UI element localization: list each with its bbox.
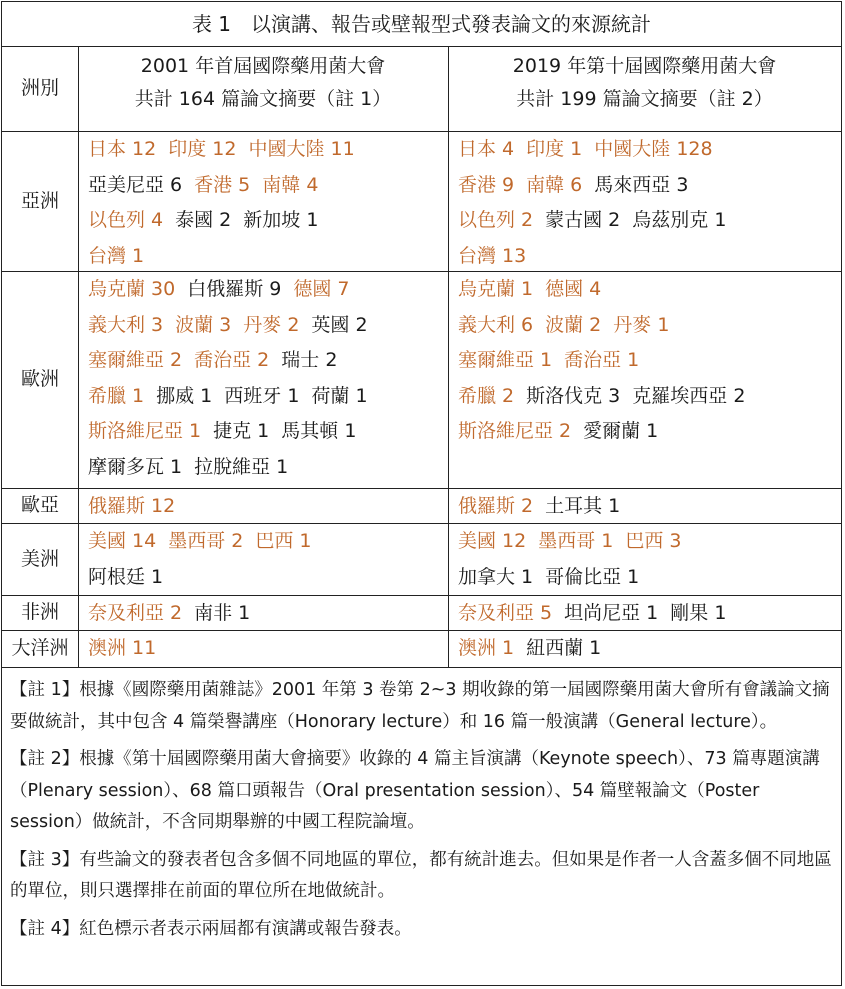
country-count: 斯洛維尼亞 1 [88, 420, 202, 442]
country-count: 塞爾維亞 1 [458, 349, 553, 371]
country-count: 澳洲 1 [458, 637, 515, 659]
country-count: 義大利 3 [88, 313, 164, 336]
country-count: 坦尚尼亞 1 [564, 602, 659, 624]
cell-c2001 [88, 272, 380, 485]
note-4: 【註 4】紅色標示者表示兩屆都有演講或報告發表。 [10, 918, 412, 939]
country-count: 瑞士 2 [281, 349, 338, 371]
divider [448, 46, 449, 667]
country-count: 德國 7 [293, 278, 350, 300]
country-count: 巴西 1 [255, 530, 312, 552]
cell-c2019 [458, 272, 757, 450]
country-count: 以色列 2 [458, 209, 534, 231]
region-label: 歐洲 [20, 368, 59, 390]
cell-line [458, 132, 738, 168]
note-2: 【註 2】根據《第十屆國際藥用菌大會摘要》收錄的 4 篇主旨演講（Keynote speech）、73 篇專題演講（Plenary session）、68 篇口頭報告（Oral presentation session）、54 篇壁報論文（Poster session）做統計，不含同期舉辦的中國工程院論壇。 [10, 749, 820, 832]
country-count: 印度 12 [168, 138, 237, 160]
cell-line [458, 524, 694, 560]
statistics-table [1, 1, 842, 986]
country-count: 德國 4 [545, 278, 602, 300]
header-2019-line1: 2019 年第十屆國際藥用菌大會 [512, 55, 777, 77]
cell-c2001 [88, 489, 187, 525]
region-label: 非洲 [20, 601, 59, 623]
country-count: 摩爾多瓦 1 [88, 455, 183, 478]
country-count: 俄羅斯 2 [458, 495, 534, 517]
country-count: 泰國 2 [175, 209, 232, 231]
country-count: 美國 14 [88, 530, 157, 552]
country-count: 丹麥 1 [613, 313, 670, 336]
region-header: 洲別 [20, 77, 59, 99]
cell-c2001 [88, 596, 262, 632]
country-count: 哥倫比亞 1 [545, 565, 640, 588]
cell-line [88, 203, 367, 239]
cell-line [458, 379, 757, 415]
country-count: 奈及利亞 2 [88, 602, 183, 624]
table-title: 表 1 以演講、報告或壁報型式發表論文的來源統計 [191, 12, 652, 36]
cell-line [88, 168, 367, 204]
header-2019-line2: 共計 199 篇論文摘要（註 2） [516, 88, 773, 110]
country-count: 波蘭 3 [175, 313, 232, 336]
country-count: 日本 12 [88, 138, 157, 160]
country-count: 澳洲 11 [88, 637, 157, 659]
country-count: 喬治亞 2 [194, 349, 270, 371]
country-count: 南韓 6 [526, 173, 583, 196]
cell-line [458, 203, 738, 239]
cell-c2019 [458, 132, 738, 274]
cell-line [88, 239, 367, 275]
header-2019 [448, 50, 841, 116]
cell-line [88, 132, 367, 168]
cell-line [458, 414, 757, 450]
cell-line [458, 596, 738, 632]
cell-line [88, 450, 380, 486]
country-count: 烏茲別克 1 [632, 209, 727, 231]
country-count: 俄羅斯 12 [88, 495, 176, 517]
country-count: 西班牙 1 [224, 384, 300, 407]
cell-line [88, 272, 380, 308]
country-count: 墨西哥 1 [538, 530, 614, 552]
country-count: 以色列 4 [88, 209, 164, 231]
country-count: 墨西哥 2 [168, 530, 244, 552]
country-count: 中國大陸 128 [594, 138, 713, 160]
country-count: 台灣 1 [88, 244, 145, 267]
country-count: 剛果 1 [670, 602, 727, 624]
region-label: 美洲 [20, 548, 59, 570]
country-count: 奈及利亞 5 [458, 602, 553, 624]
country-count: 克羅埃西亞 2 [632, 384, 746, 407]
country-count: 斯洛伐克 3 [526, 384, 621, 407]
cell-c2001 [88, 631, 168, 667]
country-count: 白俄羅斯 9 [187, 278, 282, 300]
country-count: 荷蘭 1 [311, 384, 368, 407]
cell-c2019 [458, 489, 632, 525]
country-count: 土耳其 1 [545, 495, 621, 517]
country-count: 亞美尼亞 6 [88, 173, 183, 196]
country-count: 加拿大 1 [458, 565, 534, 588]
country-count: 烏克蘭 30 [88, 278, 176, 300]
cell-line [88, 631, 168, 667]
cell-line [458, 489, 632, 525]
country-count: 塞爾維亞 2 [88, 349, 183, 371]
country-count: 巴西 3 [625, 530, 682, 552]
divider [2, 46, 841, 47]
header-2001-line1: 2001 年首屆國際藥用菌大會 [140, 55, 386, 77]
cell-line [458, 631, 613, 667]
cell-c2019 [458, 524, 694, 595]
country-count: 蒙古國 2 [545, 209, 621, 231]
country-count: 紐西蘭 1 [526, 637, 602, 659]
cell-line [458, 168, 738, 204]
country-count: 南韓 4 [262, 173, 319, 196]
cell-line [458, 560, 694, 596]
country-count: 捷克 1 [213, 420, 270, 442]
country-count: 斯洛維尼亞 2 [458, 420, 572, 442]
cell-line [88, 343, 380, 379]
cell-line [458, 239, 738, 275]
divider [78, 46, 79, 667]
region-label: 亞洲 [20, 190, 59, 212]
cell-line [88, 414, 380, 450]
country-count: 阿根廷 1 [88, 565, 164, 588]
country-count: 香港 5 [194, 173, 251, 196]
region-label: 歐亞 [20, 494, 59, 516]
header-2001 [78, 50, 448, 116]
cell-line [88, 308, 380, 344]
country-count: 中國大陸 11 [248, 138, 355, 160]
cell-line [88, 596, 262, 632]
country-count: 英國 2 [311, 313, 368, 336]
cell-line [458, 308, 757, 344]
cell-line [458, 343, 757, 379]
country-count: 波蘭 2 [545, 313, 602, 336]
country-count: 義大利 6 [458, 313, 534, 336]
country-count: 丹麥 2 [243, 313, 300, 336]
cell-c2019 [458, 596, 738, 632]
country-count: 烏克蘭 1 [458, 278, 534, 300]
cell-line [88, 379, 380, 415]
divider [2, 667, 841, 668]
cell-line [88, 489, 187, 525]
notes-section [10, 675, 833, 951]
region-label: 大洋洲 [11, 637, 69, 659]
country-count: 愛爾蘭 1 [583, 420, 659, 442]
country-count: 日本 4 [458, 138, 515, 160]
country-count: 美國 12 [458, 530, 527, 552]
country-count: 喬治亞 1 [564, 349, 640, 371]
country-count: 香港 9 [458, 173, 515, 196]
country-count: 馬來西亞 3 [594, 173, 689, 196]
cell-c2001 [88, 132, 367, 274]
country-count: 拉脫維亞 1 [194, 455, 289, 478]
country-count: 新加坡 1 [243, 209, 319, 231]
country-count: 馬其頓 1 [281, 420, 357, 442]
country-count: 希臘 2 [458, 384, 515, 407]
country-count: 挪威 1 [156, 384, 213, 407]
country-count: 希臘 1 [88, 384, 145, 407]
cell-c2001 [88, 524, 324, 595]
cell-line [88, 524, 324, 560]
header-2001-line2: 共計 164 篇論文摘要（註 1） [134, 88, 392, 110]
cell-c2019 [458, 631, 613, 667]
country-count: 南非 1 [194, 602, 251, 624]
country-count: 台灣 13 [458, 244, 527, 267]
country-count: 印度 1 [526, 138, 583, 160]
note-1: 【註 1】根據《國際藥用菌雜誌》2001 年第 3 卷第 2~3 期收錄的第一屆國際藥用菌大會所有會議論文摘要做統計，其中包含 4 篇榮譽講座（Honorary lecture）和 16 篇一般演講（General lecture）。 [10, 680, 830, 732]
cell-line [458, 272, 757, 308]
note-3: 【註 3】有些論文的發表者包含多個不同地區的單位，都有統計進去。但如果是作者一人含蓋多個不同地區的單位，則只選擇排在前面的單位所在地做統計。 [10, 849, 832, 901]
cell-line [88, 560, 324, 596]
